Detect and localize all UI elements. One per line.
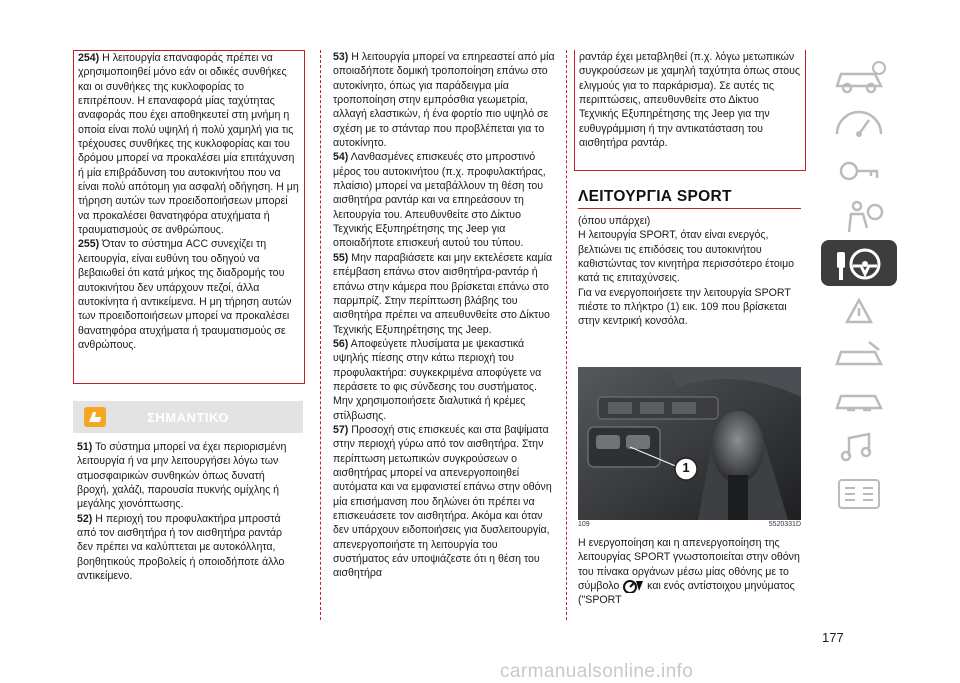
note-57: 57) Προσοχή στις επισκευές και στα βαψίματα στην περιοχή γύρω από τον αισθητήρα. Στην περίπτωση μετωπικών συγκρούσεων ο αισθητήρας μπορεί να απενεργοποιηθεί αυτόματα και να εμφανιστεί επάνω στην οθόνη μία επισήμανση που δηλώνει ότι πρέπει να επισκευάσετε τον αισθητήρα. Ακόμα και όταν δεν υπάρχουν ειδοποιήσεις για δυσλειτουργία, απενεργοποιήστε τη λειτουργία του συστήματος εάν υποψιάζεστε ότι η θέση του αισθητήρα xyxy=(333,423,552,580)
important-title: ΣΗΜΑΝΤΙΚΟ xyxy=(147,410,229,425)
note-56: 56) Αποφεύγετε πλυσίματα με ψεκαστικά υψηλής πίεσης στην κάτω περιοχή του προφυλακτήρα: συγκεκριμένα αποφύγετε να περάσετε το φις σύνδεσης του συστήματος. Μην χρησιμοποιήσετε διαλυτικά ή κρέμες στίλβωσης. xyxy=(333,337,542,422)
dashboard-lights-icon xyxy=(829,106,889,144)
section-title: ΛΕΙΤΟΥΡΓΙΑ SPORT xyxy=(578,188,732,205)
tab-warnings[interactable] xyxy=(821,286,897,332)
note-255: 255) Όταν το σύστημα ACC συνεχίζει τη λειτουργία, είναι ευθύνη του οδηγού να βεβαιωθεί ότι κατά μήκος της διαδρομής του αυτοκινήτου δεν υπάρχουν πεζοί, άλλα αυτοκίνητα ή αντικείμενα. Η μη τήρηση αυτών των προειδοποιήσεων μπορεί να προκαλέσει θανατηφόρα ατυχήματα ή τραυματισμούς σε ανθρώπους. xyxy=(78,238,292,351)
column-divider xyxy=(566,50,567,620)
warning-box-254-255 xyxy=(73,50,305,384)
note-51: 51) Το σύστημα μπορεί να έχει περιορισμένη λειτουργία ή να μην λειτουργήσει λόγω των ατμοσφαιρικών συνθηκών όπως δυνατή βροχή, χαλάζι, παρουσία πυκνής ομίχλης ή μεγάλης χιονόπτωσης. xyxy=(77,441,287,511)
sport-toggle: Η ενεργοποίηση και η απενεργοποίηση της λειτουργίας SPORT γνωστοποιείται στην οθόνη του πίνακα οργάνων μέσω μίας οθόνης με το σύμβολο και ενός αντίστοιχου μηνύματος ("SPORT xyxy=(578,537,800,607)
note-55: 55) Μην παραβιάσετε και μην εκτελέσετε καμία επέμβαση επάνω στον αισθητήρα-ραντάρ ή επάνω στην κάμερα που βρίσκεται επάνω στο παρμπρίζ. Στην περίπτωση βλάβης του αισθητήρα πρέπει να απευθυνθείτε στο Δίκτυο Τεχνικής Εξυπηρέτησης της Jeep. xyxy=(333,251,553,336)
watermark: carmanualsonline.info xyxy=(500,661,694,682)
important-notes xyxy=(73,440,303,583)
console-photo xyxy=(578,367,801,520)
sport-intro: Η λειτουργία SPORT, όταν είναι ενεργός, βελτιώνει τις επιδόσεις του αυτοκινήτου καθιστώντας τον κινητήρα περισσότερο έτοιμο κατά τις επιταχύνσεις. xyxy=(578,229,795,285)
figure-caption xyxy=(578,521,801,528)
car-service-icon xyxy=(829,336,889,374)
console-illustration xyxy=(578,367,801,520)
section-rule xyxy=(578,208,801,209)
important-banner xyxy=(73,401,303,433)
figure-number: 109 xyxy=(578,521,590,528)
page-number: 177 xyxy=(822,630,844,645)
media-icon xyxy=(829,428,889,466)
tab-index[interactable] xyxy=(821,470,897,516)
tab-multimedia[interactable] xyxy=(821,424,897,470)
tab-starting-driving[interactable] xyxy=(821,240,897,286)
tab-car-info[interactable] xyxy=(821,56,897,102)
warning-triangle-icon xyxy=(829,290,889,328)
sport-toggle-text xyxy=(578,536,801,608)
figure-id: 5520331D xyxy=(768,521,801,528)
tab-service[interactable] xyxy=(821,332,897,378)
column-divider xyxy=(320,50,321,620)
index-icon xyxy=(829,474,889,512)
sport-mode-symbol-icon xyxy=(622,579,644,593)
tab-dashboard[interactable] xyxy=(821,102,897,148)
key-steering-wheel-icon xyxy=(829,244,889,284)
notes-column-2 xyxy=(333,50,555,581)
tab-airbag-seat[interactable] xyxy=(821,194,897,240)
tab-key-lock[interactable] xyxy=(821,148,897,194)
where-available: (όπου υπάρχει) xyxy=(578,215,651,227)
sport-activate: Για να ενεργοποιήσετε την λειτουργία SPORT πιέστε το πλήκτρο (1) εικ. 109 που βρίσκεται στην κεντρική κονσόλα. xyxy=(578,286,791,328)
sport-description xyxy=(578,214,801,329)
note-52: 52) Η περιοχή του προφυλακτήρα μπροστά από τον αισθητήρα ή τον αισθητήρα ραντάρ δεν πρέπει να καλύπτεται με αυτοκόλλητα, βοηθητικούς προβολείς ή οποιοδήποτε άλλο αντικείμενο. xyxy=(77,512,285,583)
key-lock-icon xyxy=(829,152,889,190)
note-cont: ραντάρ έχει μεταβληθεί (π.χ. λόγω μετωπικών συγκρούσεων με χαμηλή ταχύτητα όπως στους ελιγμούς για το παρκάρισμα). Σε αυτές τις περιπτώσεις, απευθυνθείτε στο Δίκτυο Τεχνικής Εξυπηρέτησης της Jeep για την ευθυγράμμιση ή την αντικατάσταση του αισθητήρα ραντάρ. xyxy=(579,51,800,150)
note-continuation-box xyxy=(574,50,806,171)
note-53: 53) Η λειτουργία μπορεί να επηρεαστεί από μία οποιαδήποτε δομική τροποποίηση επάνω στο αυτοκίνητο, όπως για παράδειγμα μία τροποποίηση στην εμπρόσθια γεωμετρία, αλλαγή ελαστικών, ή ένα φορτίο πιο υψηλό σε σχέση με το στάνταρ που προβλέπεται για το αυτοκίνητο. xyxy=(333,51,555,150)
note-54: 54) Λανθασμένες επισκευές στο μπροστινό μέρος του αυτοκινήτου (π.χ. προφυλακτήρας, πλαίσιο) μπορεί να μεταβάλλουν τη θέση του αισθητήρα ραντάρ και να επηρεάσουν τη λειτουργία του. Απευθυνθείτε στο Δίκτυο Τεχνικής Εξυπηρέτησης της Jeep για οποιαδήποτε επισκευή αυτού του τύπου. xyxy=(333,151,546,250)
tech-data-icon xyxy=(829,382,889,420)
note-254: 254) Η λειτουργία επαναφοράς πρέπει να χρησιμοποιηθεί μόνο εάν οι οδικές συνθήκες και οι συνθήκες της κυκλοφορίας το επιτρέπουν. Η επαναφορά μίας ταχύτητας αναφοράς που έχει αποθηκευτεί στη μνήμη η οποία είναι πολύ υψηλή ή πολύ χαμηλή για τις τρέχουσες συνθήκες της κυκλοφορίας και του δρόμου μπορεί να προκαλέσει μία επιτάχυνση ή μία επιβράδυνση του αυτοκινήτου που να είναι πολύ απότομη για ασφαλή οδήγηση. Η μη τήρηση αυτών των προειδοποιήσεων μπορεί να προκαλέσει θανατηφόρα ατυχήματα ή τραυματισμούς σε ανθρώπους. xyxy=(78,52,299,237)
car-info-icon xyxy=(829,60,889,98)
tab-tech-data[interactable] xyxy=(821,378,897,424)
photo-callout: 1 xyxy=(682,460,690,475)
airbag-seat-icon xyxy=(829,198,889,236)
